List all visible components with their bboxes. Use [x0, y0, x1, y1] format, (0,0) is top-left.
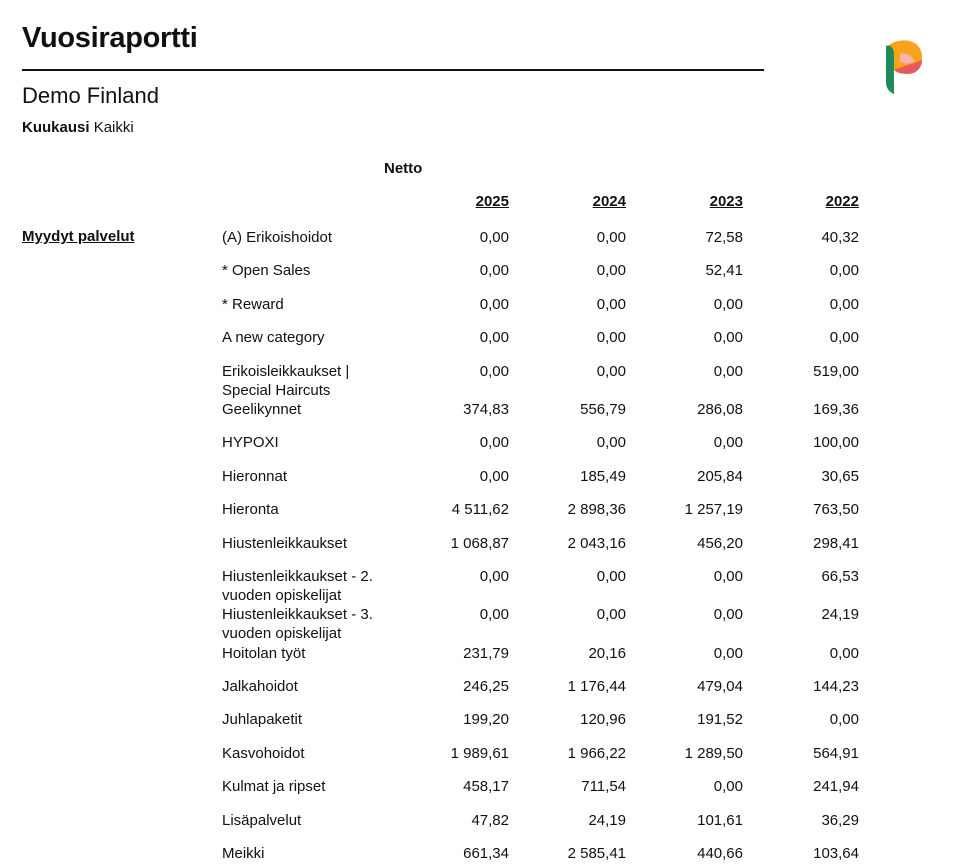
- row-value-2022: 103,64: [813, 844, 859, 862]
- row-value-2025: 374,83: [463, 400, 509, 418]
- row-value-2022: 66,53: [821, 567, 859, 585]
- row-category: HYPOXI: [222, 434, 279, 452]
- row-value-2022: 0,00: [829, 329, 859, 347]
- row-value-2024: 185,49: [580, 467, 626, 485]
- row-value-2022: 241,94: [813, 778, 859, 796]
- row-category: Meikki: [222, 844, 265, 862]
- row-value-2025: 4 511,62: [451, 501, 509, 519]
- row-category: * Reward: [222, 295, 284, 313]
- row-value-2025: 0,00: [479, 329, 509, 347]
- row-value-2023: 52,41: [705, 262, 743, 280]
- row-value-2024: 0,00: [596, 229, 626, 246]
- row-value-2022: 40,32: [821, 229, 859, 246]
- row-value-2025: 0,00: [479, 229, 509, 246]
- row-value-2025: 0,00: [479, 262, 509, 280]
- row-value-2023: 191,52: [697, 711, 743, 729]
- row-value-2023: 101,61: [697, 811, 743, 829]
- row-value-2022: 30,65: [821, 467, 859, 485]
- row-value-2023: 0,00: [713, 567, 743, 585]
- row-value-2024: 711,54: [581, 778, 626, 796]
- row-value-2023: 1 257,19: [684, 501, 743, 519]
- row-category: Hiustenleikkaukset - 2. vuoden opiskelijat: [222, 567, 373, 604]
- row-value-2022: 0,00: [829, 711, 859, 729]
- row-value-2023: 72,58: [705, 229, 743, 246]
- row-value-2022: 24,19: [821, 606, 859, 624]
- row-value-2023: 0,00: [713, 295, 743, 313]
- row-value-2022: 36,29: [821, 811, 859, 829]
- report-title: Vuosiraportti: [22, 22, 198, 54]
- row-value-2023: 205,84: [697, 467, 743, 485]
- row-value-2025: 1 989,61: [450, 744, 509, 762]
- row-value-2024: 0,00: [596, 567, 626, 585]
- row-category: Lisäpalvelut: [222, 811, 302, 829]
- year-header-2025: 2025: [475, 193, 509, 210]
- row-value-2022: 0,00: [829, 295, 859, 313]
- row-value-2023: 456,20: [697, 534, 743, 552]
- row-value-2024: 2 043,16: [567, 534, 626, 552]
- row-category: Hiustenleikkaukset: [222, 534, 348, 552]
- row-value-2025: 0,00: [479, 467, 509, 485]
- row-value-2025: 0,00: [479, 362, 509, 380]
- row-value-2025: 458,17: [463, 778, 509, 796]
- year-header-2023: 2023: [709, 193, 743, 210]
- row-value-2025: 0,00: [479, 606, 509, 624]
- row-value-2022: 564,91: [813, 744, 859, 762]
- brand-p-logo-icon: [884, 38, 926, 94]
- row-category: Geelikynnet: [222, 400, 302, 418]
- filter-value: Kaikki: [93, 119, 134, 136]
- row-value-2022: 0,00: [829, 644, 859, 662]
- row-value-2023: 0,00: [713, 778, 743, 796]
- row-value-2024: 2 898,36: [567, 501, 626, 519]
- row-value-2023: 1 289,50: [684, 744, 743, 762]
- row-category: Hiustenleikkaukset - 3. vuoden opiskelijat: [222, 606, 373, 643]
- section-label: Myydyt palvelut: [22, 228, 135, 245]
- row-value-2025: 246,25: [463, 677, 509, 695]
- row-value-2024: 20,16: [588, 644, 626, 662]
- row-value-2023: 0,00: [713, 362, 743, 380]
- row-value-2024: 1 176,44: [567, 677, 626, 695]
- row-category: * Open Sales: [222, 262, 311, 280]
- company-name: Demo Finland: [22, 83, 159, 108]
- year-header-2022: 2022: [825, 193, 859, 210]
- row-value-2025: 0,00: [479, 434, 509, 452]
- row-value-2024: 2 585,41: [567, 844, 626, 862]
- row-value-2025: 47,82: [471, 811, 509, 829]
- row-value-2022: 0,00: [829, 262, 859, 280]
- filter-label: Kuukausi: [22, 119, 90, 136]
- row-value-2022: 298,41: [813, 534, 859, 552]
- row-value-2025: 199,20: [463, 711, 509, 729]
- row-value-2022: 144,23: [813, 677, 859, 695]
- row-value-2023: 440,66: [697, 844, 743, 862]
- row-category: Erikoisleikkaukset | Special Haircuts: [222, 362, 350, 399]
- row-value-2023: 479,04: [697, 677, 743, 695]
- row-value-2024: 1 966,22: [567, 744, 626, 762]
- title-divider: [22, 69, 764, 71]
- row-value-2024: 556,79: [580, 400, 626, 418]
- report-page: [22, 18, 962, 862]
- row-value-2022: 763,50: [813, 501, 859, 519]
- row-value-2025: 0,00: [479, 295, 509, 313]
- row-value-2024: 0,00: [596, 295, 626, 313]
- row-category: Juhlapaketit: [222, 711, 303, 729]
- row-value-2024: 0,00: [596, 434, 626, 452]
- row-value-2022: 519,00: [813, 362, 859, 380]
- row-value-2023: 0,00: [713, 644, 743, 662]
- month-filter: [22, 119, 134, 137]
- row-category: Kasvohoidot: [222, 744, 305, 762]
- row-category: A new category: [222, 329, 325, 347]
- row-category: Kulmat ja ripset: [222, 778, 326, 796]
- row-value-2023: 0,00: [713, 606, 743, 624]
- row-value-2025: 231,79: [463, 644, 509, 662]
- row-value-2025: 1 068,87: [450, 534, 509, 552]
- measure-label: Netto: [384, 160, 423, 177]
- row-value-2024: 120,96: [580, 711, 626, 729]
- row-category: Hieronta: [222, 501, 279, 519]
- row-value-2022: 169,36: [813, 400, 859, 418]
- row-category: Hoitolan työt: [222, 644, 306, 662]
- row-value-2022: 100,00: [813, 434, 859, 452]
- row-category: Jalkahoidot: [222, 677, 298, 695]
- year-header-2024: 2024: [592, 193, 626, 210]
- row-value-2023: 0,00: [713, 434, 743, 452]
- row-category: Hieronnat: [222, 467, 288, 485]
- row-value-2024: 0,00: [596, 262, 626, 280]
- row-value-2024: 24,19: [588, 811, 626, 829]
- row-value-2024: 0,00: [596, 606, 626, 624]
- row-category: (A) Erikoishoidot: [222, 229, 333, 246]
- row-value-2025: 0,00: [479, 567, 509, 585]
- row-value-2023: 286,08: [697, 400, 743, 418]
- row-value-2025: 661,34: [463, 844, 509, 862]
- row-value-2023: 0,00: [713, 329, 743, 347]
- row-value-2024: 0,00: [596, 329, 626, 347]
- row-value-2024: 0,00: [596, 362, 626, 380]
